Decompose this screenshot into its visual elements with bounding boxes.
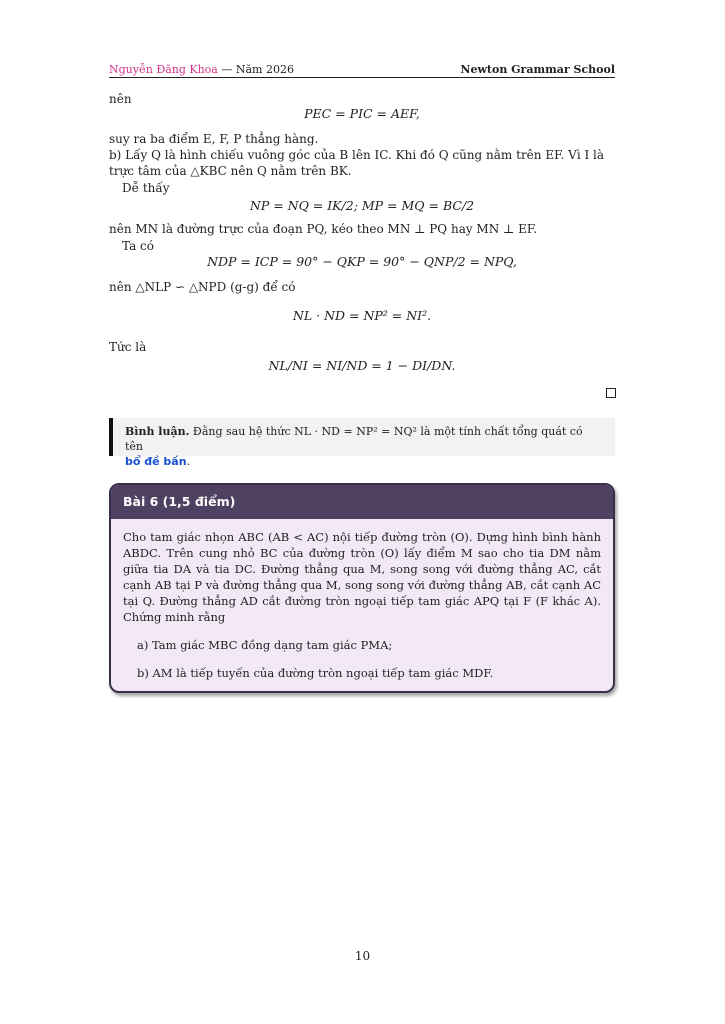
text-line: Dễ thấy [122, 181, 170, 195]
text-line: trực tâm của △KBC nên Q nằm trên BK. [109, 164, 352, 178]
problem-title: Bài 6 (1,5 điểm) [111, 485, 613, 519]
problem-body [111, 519, 613, 681]
text-line: Tức là [109, 340, 147, 354]
text-line: Ta có [122, 239, 154, 253]
problem-item-a: a) Tam giác MBC đồng dạng tam giác PMA; [137, 638, 393, 652]
remark-end: . [186, 455, 191, 468]
text-line: b) Lấy Q là hình chiếu vuông góc của B lên IC. Khi đó Q cũng nằm trên EF. Vì I là [109, 148, 605, 162]
equation-4: NL · ND = NP² = NI². [292, 308, 432, 323]
equation-1: PEC = PIC = AEF, [304, 106, 420, 121]
text-line: nên MN là đường trực của đoạn PQ, kéo theo MN ⊥ PQ hay MN ⊥ EF. [109, 222, 538, 236]
text-line: suy ra ba điểm E, F, P thẳng hàng. [109, 132, 319, 146]
header-left [109, 63, 294, 76]
remark-box [109, 418, 615, 468]
page-number: 10 [354, 949, 371, 963]
remark-label: Bình luận. [125, 425, 190, 438]
remark-text: Đằng sau hệ thức NL · ND = NP² = NQ² là một tính chất tổng quát có tên [125, 425, 583, 453]
problem-statement: Cho tam giác nhọn ABC (AB < AC) nội tiếp đường tròn (O). Dựng hình bình hành ABDC. Trên cung nhỏ BC của đường tròn (O) lấy điểm M sao cho tia DM nằm giữa tia DA và tia DC. Đường thẳng qua M, song song với đường thẳng AC, cắt cạnh AB tại P và đường thẳng qua M, song song với đường thẳng AB, cắt cạnh AC tại Q. Đường thẳng AD cắt đường tròn ngoại tiếp tam giác APQ tại F (F khác A). Chứng minh rằng [123, 530, 601, 624]
text-line: nên △NLP ∽ △NPD (g-g) để có [109, 280, 296, 294]
qed-square [606, 388, 616, 398]
header-author: Nguyễn Đăng Khoa [109, 63, 218, 76]
header-year: — Năm 2026 [217, 63, 294, 76]
problem-item-b: b) AM là tiếp tuyến của đường tròn ngoại tiếp tam giác MDF. [137, 666, 494, 680]
remark-link[interactable]: bổ đề bấn [125, 455, 187, 468]
text-line: nên [109, 92, 132, 106]
equation-5: NL/NI = NI/ND = 1 − DI/DN. [268, 358, 456, 373]
equation-2: NP = NQ = IK/2; MP = MQ = BC/2 [249, 198, 475, 213]
equation-3: NDP = ICP = 90° − QKP = 90° − QNP/2 = NPQ, [207, 254, 517, 269]
problem-card [109, 483, 615, 693]
header-school: Newton Grammar School [460, 63, 615, 76]
header-rule [109, 77, 615, 78]
